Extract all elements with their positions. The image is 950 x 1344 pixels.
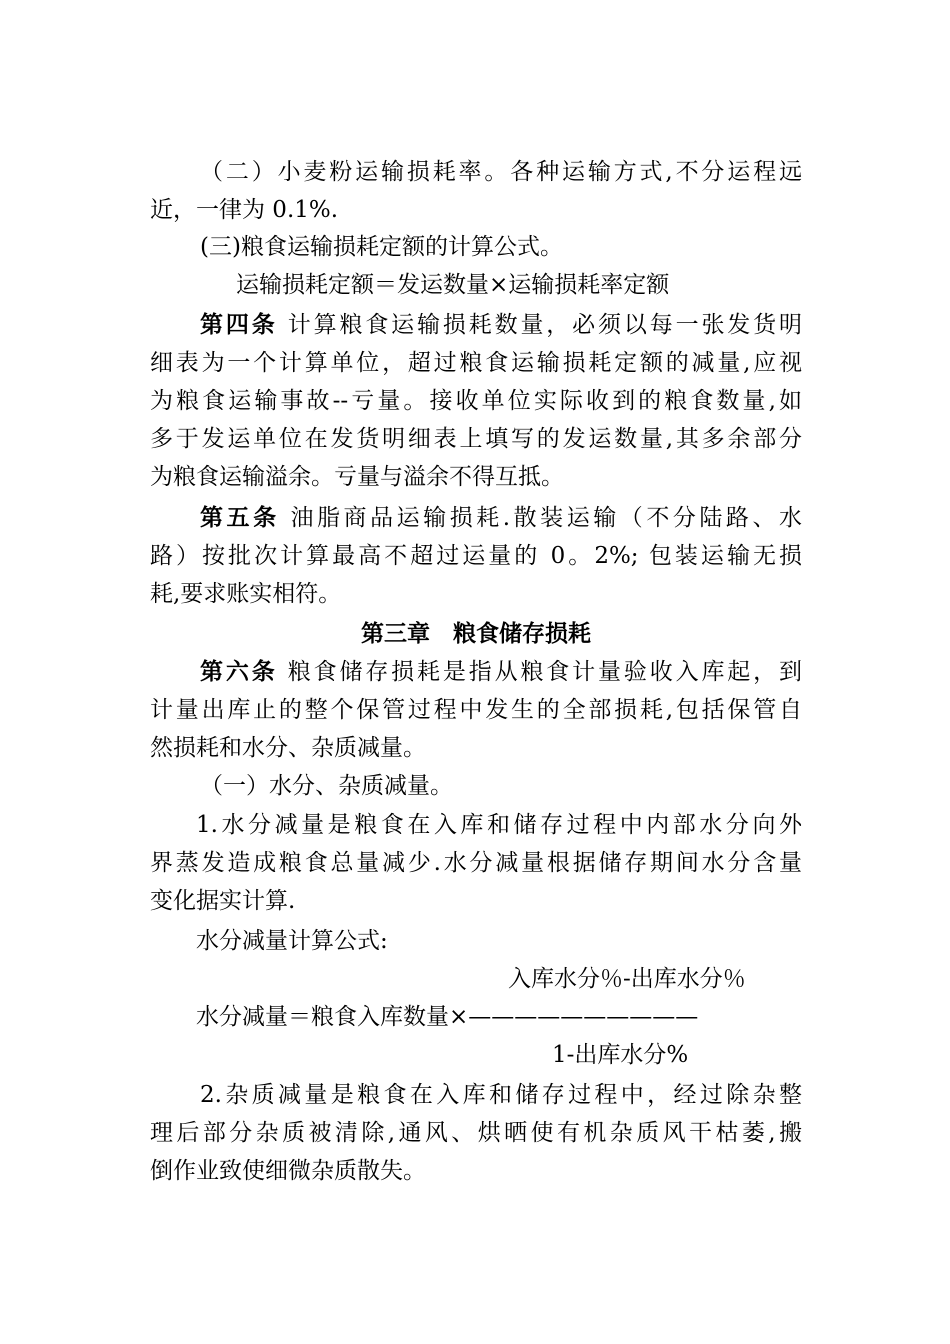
paragraph-line: （二）小麦粉运输损耗率。各种运输方式,不分运程远: [200, 159, 802, 185]
formula-caption: 水分减量计算公式:: [196, 928, 388, 954]
article-6-label: 第六条: [200, 658, 278, 685]
article-4-heading-line: 第四条 计算粮食运输损耗数量，必须以每一张发货明: [200, 311, 803, 338]
paragraph-line: 理后部分杂质被清除,通风、烘晒使有机杂质风干枯萎,搬: [150, 1120, 802, 1146]
subsection-heading: （一）水分、杂质减量。: [200, 773, 453, 799]
paragraph-line: 近，一律为 0.1%.: [150, 197, 339, 223]
paragraph-line: 1.水分减量是粮食在入库和储存过程中内部水分向外: [196, 812, 802, 838]
article-5-heading-line: 第五条 油脂商品运输损耗.散装运输（不分陆路、水: [200, 504, 803, 531]
formula-main-line: 水分减量＝粮食入库数量×——————————: [196, 1004, 699, 1030]
paragraph-line: 为粮食运输溢余。亏量与溢余不得互抵。: [150, 464, 564, 490]
formula-denominator: 1-出库水分%: [552, 1042, 689, 1068]
paragraph-line: 多于发运单位在发货明细表上填写的发运数量,其多余部分: [150, 426, 802, 452]
article-6-heading-line: 第六条 粮食储存损耗是指从粮食计量验收入库起，到: [200, 658, 803, 685]
paragraph-line: 计量出库止的整个保管过程中发生的全部损耗,包括保管自: [150, 697, 802, 723]
chapter-title: 第三章 粮食储存损耗: [361, 620, 591, 647]
paragraph-line: 界蒸发造成粮食总量减少.水分减量根据储存期间水分含量: [150, 850, 802, 876]
formula-line: 运输损耗定额＝发运数量×运输损耗率定额: [236, 272, 670, 298]
paragraph-line: 为粮食运输事故--亏量。接收单位实际收到的粮食数量,如: [150, 388, 802, 414]
paragraph-line: (三)粮食运输损耗定额的计算公式。: [200, 234, 563, 260]
paragraph-line: 2.杂质减量是粮食在入库和储存过程中，经过除杂整: [200, 1082, 802, 1108]
paragraph-line: 细表为一个计算单位，超过粮食运输损耗定额的减量,应视: [150, 350, 802, 376]
paragraph-line: 路）按批次计算最高不超过运量的 0。2%; 包装运输无损: [150, 543, 802, 569]
paragraph-line: 变化据实计算.: [150, 888, 296, 914]
paragraph-line: 倒作业致使细微杂质散失。: [150, 1158, 426, 1184]
article-4-label: 第四条: [200, 311, 278, 338]
article-5-label: 第五条: [200, 504, 280, 531]
formula-numerator: 入库水分％-出库水分％: [508, 966, 746, 992]
paragraph-line: 耗,要求账实相符。: [150, 581, 342, 607]
paragraph-line: 然损耗和水分、杂质减量。: [150, 735, 426, 761]
